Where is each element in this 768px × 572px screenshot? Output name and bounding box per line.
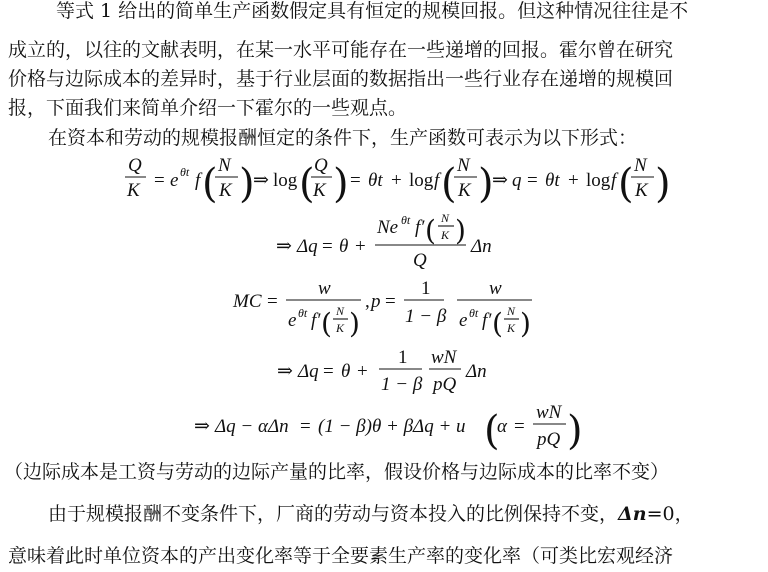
equation-3 xyxy=(232,278,532,340)
svg-text:K: K xyxy=(441,228,450,242)
svg-text:⇒: ⇒ xyxy=(276,236,292,257)
svg-text:f′: f′ xyxy=(311,310,321,331)
svg-text:Q: Q xyxy=(413,250,427,271)
svg-text:wN: wN xyxy=(431,347,457,368)
svg-text:): ) xyxy=(520,307,531,340)
svg-text:): ) xyxy=(239,161,255,207)
line6-text: 由于规模报酬不变条件下，厂商的劳动与资本投入的比例保持不变， xyxy=(48,503,619,525)
svg-text:w: w xyxy=(318,278,331,299)
svg-text:(: ( xyxy=(492,307,503,340)
svg-text:⇒: ⇒ xyxy=(277,361,293,382)
svg-text:⇒: ⇒ xyxy=(194,416,210,437)
svg-text:Ne: Ne xyxy=(377,217,399,238)
svg-text:θt: θt xyxy=(180,165,190,179)
svg-text:): ) xyxy=(349,307,360,340)
svg-text:θt: θt xyxy=(368,170,383,191)
svg-text:): ) xyxy=(333,161,349,207)
svg-text:K: K xyxy=(507,321,516,335)
svg-text:=: = xyxy=(154,170,165,191)
svg-text:K: K xyxy=(313,180,326,201)
equation-1 xyxy=(125,155,671,207)
svg-text:Δq − αΔn: Δq − αΔn xyxy=(215,416,289,437)
svg-text:N: N xyxy=(457,155,470,176)
svg-text:e: e xyxy=(288,310,297,331)
svg-text:=: = xyxy=(527,170,538,191)
svg-text:p: p xyxy=(371,291,381,312)
svg-text:log: log xyxy=(273,170,298,191)
svg-text:N: N xyxy=(336,304,345,318)
svg-text:1 − β: 1 − β xyxy=(381,374,423,395)
svg-text:α: α xyxy=(497,416,507,437)
svg-text:log: log xyxy=(409,170,434,191)
svg-text:N: N xyxy=(218,155,231,176)
svg-text:(: ( xyxy=(425,214,436,247)
svg-text:=: = xyxy=(300,416,311,437)
svg-text:=: = xyxy=(322,236,333,257)
svg-text:Q: Q xyxy=(128,155,142,176)
svg-text:θ: θ xyxy=(341,361,351,382)
svg-text:(: ( xyxy=(484,408,500,454)
svg-text:1 − β: 1 − β xyxy=(405,306,447,327)
svg-text:): ) xyxy=(478,161,494,207)
paragraph-line-4: 报，下面我们来简单介绍一下霍尔的一些观点。 xyxy=(8,97,408,119)
svg-text:1: 1 xyxy=(421,278,431,299)
svg-text:+: + xyxy=(568,170,579,191)
equation-5 xyxy=(194,402,583,454)
svg-text:N: N xyxy=(507,304,516,318)
paragraph-line-3: 价格与边际成本的差异时，基于行业层面的数据指出一些行业存在递增的规模回 xyxy=(8,68,674,90)
svg-text:K: K xyxy=(127,180,140,201)
svg-text:θt: θt xyxy=(469,306,479,320)
svg-text:K: K xyxy=(219,180,232,201)
svg-text:w: w xyxy=(489,278,502,299)
svg-text:+: + xyxy=(357,361,368,382)
svg-text:pQ: pQ xyxy=(537,429,561,450)
svg-text:N: N xyxy=(441,211,450,225)
svg-text:θt: θt xyxy=(545,170,560,191)
svg-text:): ) xyxy=(655,161,671,207)
svg-text:Q: Q xyxy=(314,155,328,176)
svg-text:θt: θt xyxy=(298,306,308,320)
svg-text:K: K xyxy=(458,180,471,201)
paragraph-line-7: 意味着此时单位资本的产出变化率等于全要素生产率的变化率（可类比宏观经济 xyxy=(8,545,674,567)
svg-text:⇒: ⇒ xyxy=(492,170,508,191)
svg-text:f: f xyxy=(611,170,617,191)
note-line: （边际成本是工资与劳动的边际产量的比率，假设价格与边际成本的比率不变） xyxy=(4,461,670,483)
svg-text:θt: θt xyxy=(401,213,411,227)
svg-text:wN: wN xyxy=(536,402,562,423)
svg-text:(: ( xyxy=(321,307,332,340)
paragraph-line-1: 等式 1 给出的简单生产函数假定具有恒定的规模回报。但这种情况往往是不 xyxy=(56,0,689,22)
svg-text:e: e xyxy=(170,170,179,191)
svg-text:(1 − β)θ + βΔq + u: (1 − β)θ + βΔq + u xyxy=(318,416,466,437)
svg-text:K: K xyxy=(336,321,345,335)
svg-text:Δn: Δn xyxy=(466,361,487,382)
svg-text:(: ( xyxy=(202,161,218,207)
svg-text:(: ( xyxy=(441,161,457,207)
delta-n-symbol: Δn xyxy=(618,503,647,525)
svg-text:(: ( xyxy=(299,161,315,207)
svg-text:=: = xyxy=(323,361,334,382)
svg-text:Δq: Δq xyxy=(297,236,318,257)
svg-text:MC: MC xyxy=(233,291,262,312)
svg-text:f: f xyxy=(434,170,440,191)
svg-text:=: = xyxy=(267,291,278,312)
svg-text:f: f xyxy=(195,170,201,191)
paragraph-line-5: 在资本和劳动的规模报酬恒定的条件下，生产函数可表示为以下形式： xyxy=(48,127,638,149)
svg-text:+: + xyxy=(391,170,402,191)
svg-text:): ) xyxy=(567,408,583,454)
svg-text:Δn: Δn xyxy=(471,236,492,257)
svg-text:K: K xyxy=(635,180,648,201)
svg-text:⇒: ⇒ xyxy=(253,170,269,191)
svg-text:+: + xyxy=(355,236,366,257)
line6-tail: =0， xyxy=(646,503,694,525)
svg-text:=: = xyxy=(514,416,525,437)
svg-text:log: log xyxy=(586,170,611,191)
svg-text:N: N xyxy=(634,155,647,176)
svg-text:θ: θ xyxy=(339,236,349,257)
svg-text:e: e xyxy=(459,310,468,331)
svg-text:): ) xyxy=(455,214,466,247)
svg-text:f′: f′ xyxy=(415,217,425,238)
equation-2 xyxy=(276,211,492,271)
svg-text:Δq: Δq xyxy=(298,361,319,382)
svg-text:f′: f′ xyxy=(482,310,492,331)
svg-text:(: ( xyxy=(618,161,634,207)
svg-text:,: , xyxy=(365,291,370,312)
svg-text:q: q xyxy=(512,170,522,191)
paragraph-line-2: 成立的，以往的文献表明，在某一水平可能存在一些递增的回报。霍尔曾在研究 xyxy=(8,39,674,61)
svg-text:1: 1 xyxy=(398,347,408,368)
equation-4 xyxy=(277,347,487,395)
svg-text:pQ: pQ xyxy=(433,374,457,395)
svg-text:=: = xyxy=(350,170,361,191)
svg-text:=: = xyxy=(385,291,396,312)
